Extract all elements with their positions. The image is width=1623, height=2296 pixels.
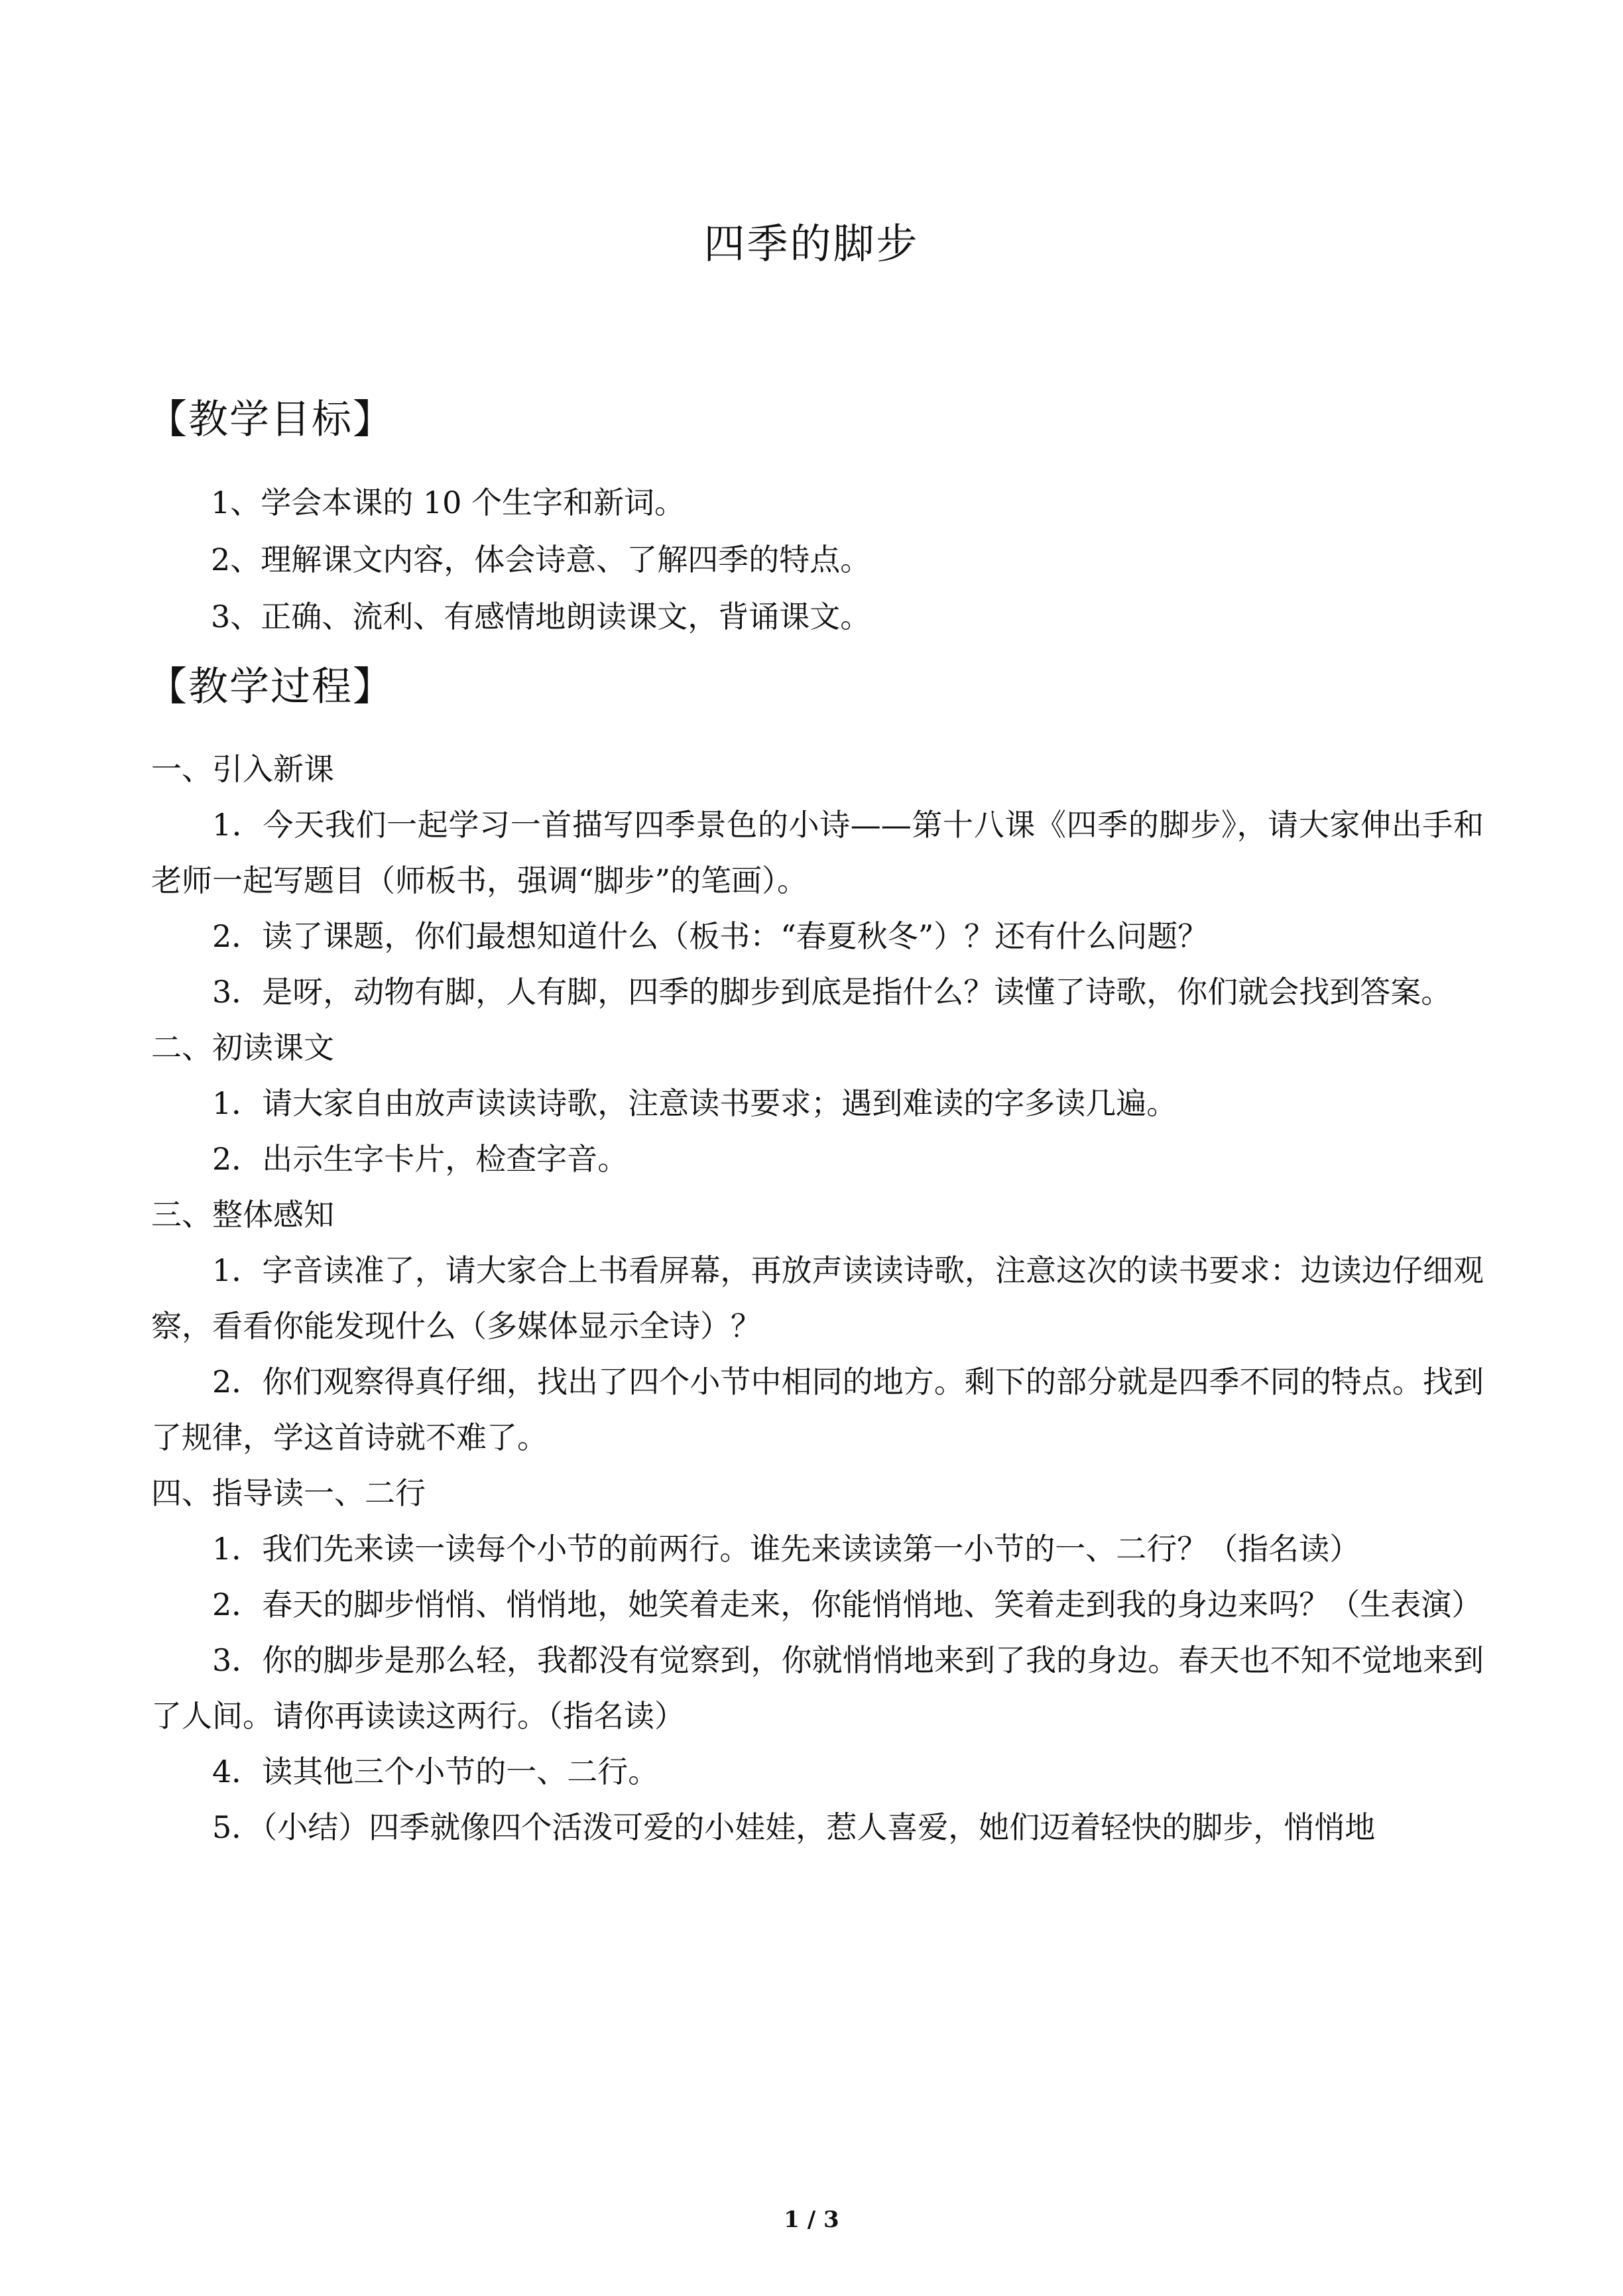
section-title: 三、整体感知	[151, 1197, 334, 1233]
objective-item: 3、正确、流利、有感情地朗读课文，背诵课文。	[211, 599, 871, 634]
process-body	[151, 741, 1484, 1855]
section-title: 二、初读课文	[151, 1030, 334, 1065]
paragraph: 3．你的脚步是那么轻，我都没有觉察到，你就悄悄地来到了我的身边。春天也不知不觉地来到了人间。请你再读读这两行。（指名读）	[151, 1642, 1484, 1734]
paragraph: 5．（小结）四季就像四个活泼可爱的小娃娃，惹人喜爱，她们迈着轻快的脚步，悄悄地	[212, 1809, 1376, 1845]
paragraph: 1．今天我们一起学习一首描写四季景色的小诗——第十八课《四季的脚步》，请大家伸出手和老师一起写题目（师板书，强调“脚步”的笔画）。	[151, 807, 1484, 898]
objectives-heading: 【教学目标】	[147, 396, 394, 443]
paragraph: 1．我们先来读一读每个小节的前两行。谁先来读读第一小节的一、二行？（指名读）	[212, 1531, 1360, 1567]
page-number: 1 / 3	[784, 2206, 839, 2233]
paragraph: 3．是呀，动物有脚，人有脚，四季的脚步到底是指什么？读懂了诗歌，你们就会找到答案。	[212, 974, 1452, 1010]
process-heading: 【教学过程】	[147, 664, 394, 710]
document-title: 四季的脚步	[703, 219, 920, 268]
paragraph: 2．读了课题，你们最想知道什么（板书：“春夏秋冬”）？还有什么问题？	[212, 918, 1209, 954]
section-title: 四、指导读一、二行	[151, 1475, 426, 1511]
paragraph: 1．请大家自由放声读读诗歌，注意读书要求；遇到难读的字多读几遍。	[212, 1085, 1177, 1121]
objective-item: 2、理解课文内容，体会诗意、了解四季的特点。	[211, 542, 871, 577]
objective-item: 1、学会本课的 10 个生字和新词。	[211, 485, 686, 520]
paragraph: 4．读其他三个小节的一、二行。	[212, 1754, 659, 1789]
paragraph: 2．你们观察得真仔细，找出了四个小节中相同的地方。剩下的部分就是四季不同的特点。找到了规律，学这首诗就不难了。	[151, 1364, 1484, 1455]
paragraph: 2．春天的脚步悄悄、悄悄地，她笑着走来，你能悄悄地、笑着走到我的身边来吗？（生表演）	[212, 1587, 1482, 1622]
paragraph: 1．字音读准了，请大家合上书看屏幕，再放声读读诗歌，注意这次的读书要求：边读边仔细观察，看看你能发现什么（多媒体显示全诗）？	[151, 1252, 1484, 1344]
paragraph: 2．出示生字卡片，检查字音。	[212, 1141, 629, 1177]
section-title: 一、引入新课	[151, 751, 334, 787]
